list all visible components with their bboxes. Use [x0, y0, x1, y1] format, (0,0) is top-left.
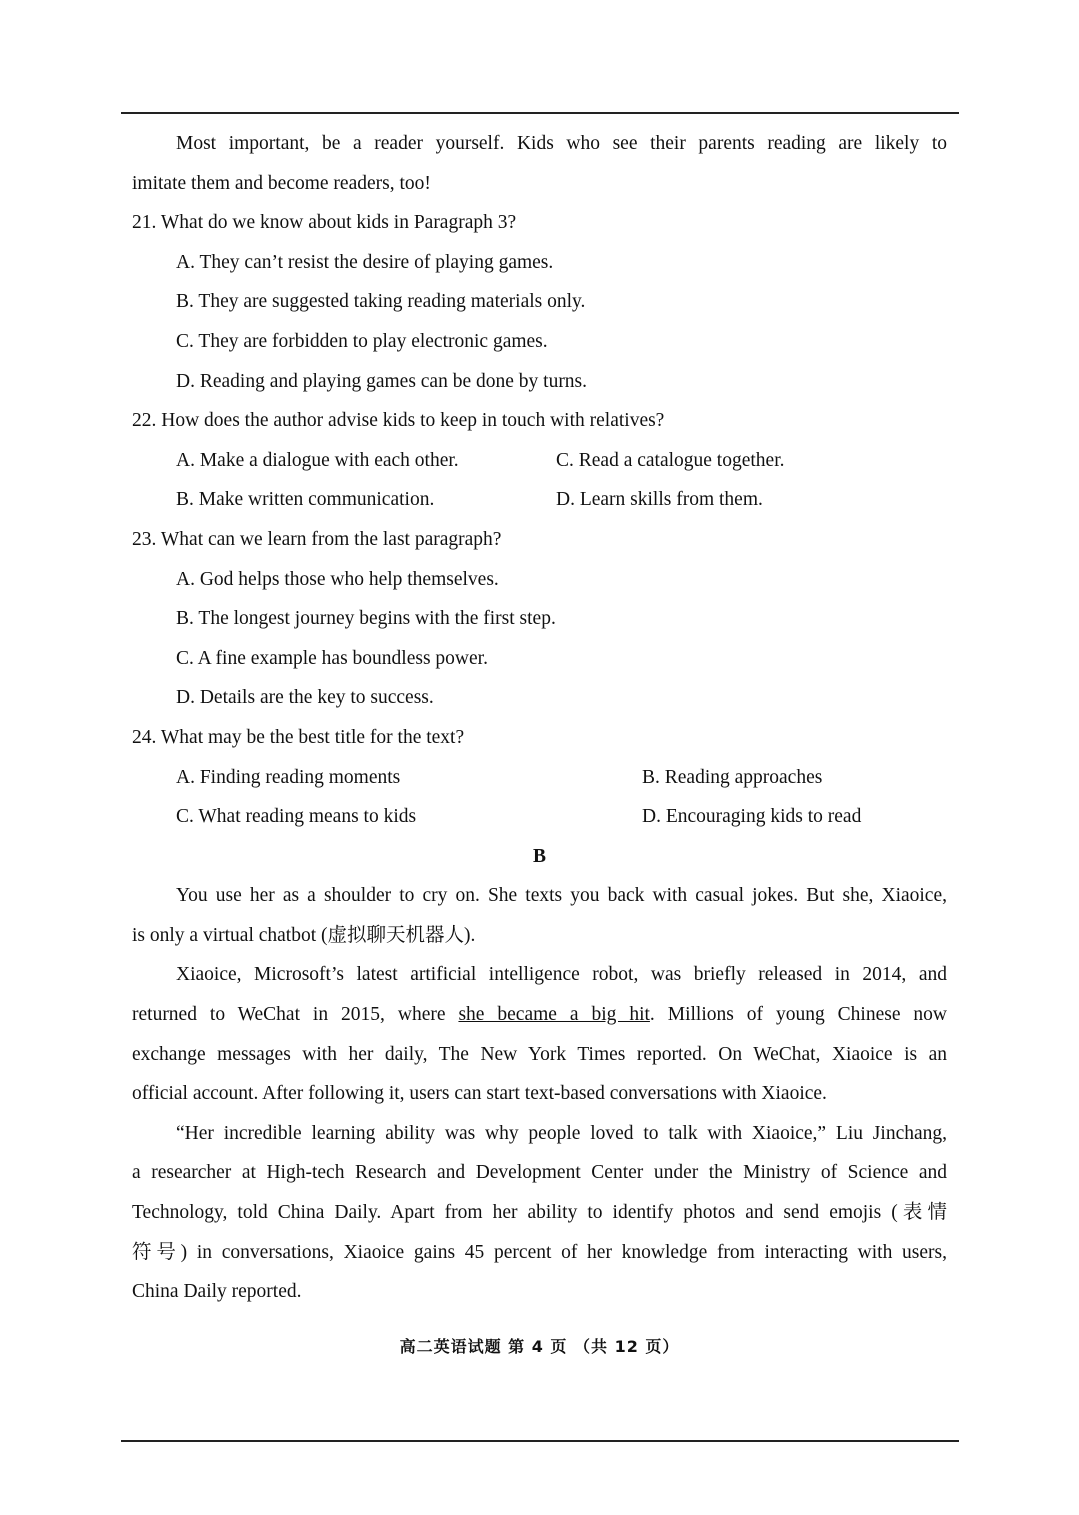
underlined-phrase: she became a big hit — [458, 1004, 650, 1026]
option-24-b: B. Reading approaches — [642, 766, 823, 788]
option-row — [132, 441, 947, 481]
option-23-a: A. God helps those who help themselves. — [176, 568, 499, 590]
paragraph-line: “Her incredible learning ability was why people loved to talk with Xiaoice,” Liu Jinchang, — [176, 1122, 947, 1144]
paragraph-line: Xiaoice, Microsoft’s latest artificial intelligence robot, was briefly released in 2014, and — [176, 964, 947, 986]
question-24-stem: 24. What may be the best title for the text? — [132, 726, 465, 748]
paragraph-line: Most important, be a reader yourself. Kids who see their parents reading are likely to — [176, 133, 947, 154]
paragraph-line: is only a virtual chatbot (虚拟聊天机器人). — [132, 924, 476, 946]
option-22-b: B. Make written communication. — [176, 489, 435, 511]
paragraph-line: a researcher at High-tech Research and Development Center under the Ministry of Science and — [132, 1162, 947, 1184]
paragraph-line: exchange messages with her daily, The New York Times reported. On WeChat, Xiaoice is an — [132, 1043, 947, 1065]
paragraph-line: Technology, told China Daily. Apart from her ability to identify photos and send emojis (表情 — [132, 1202, 947, 1224]
paragraph-line: 符号) in conversations, Xiaoice gains 45 percent of her knowledge from interacting with users, — [132, 1241, 947, 1263]
option-21-c: C. They are forbidden to play electronic games. — [176, 330, 548, 352]
option-row — [132, 797, 947, 837]
option-row — [132, 758, 947, 798]
text-segment: . Millions of young Chinese now — [649, 1004, 948, 1026]
top-rule — [121, 112, 959, 114]
text-segment: returned to WeChat in 2015, where — [132, 1004, 446, 1026]
option-24-c: C. What reading means to kids — [176, 806, 417, 828]
option-23-b: B. The longest journey begins with the first step. — [176, 608, 556, 630]
paragraph-line: imitate them and become readers, too! — [132, 172, 431, 194]
option-21-b: B. They are suggested taking reading materials only. — [176, 291, 586, 313]
option-22-a: A. Make a dialogue with each other. — [176, 449, 459, 471]
option-24-d: D. Encouraging kids to read — [642, 806, 862, 828]
paragraph-line — [132, 995, 947, 1035]
option-21-d: D. Reading and playing games can be done by turns. — [176, 370, 588, 392]
question-23-stem: 23. What can we learn from the last paragraph? — [132, 528, 502, 550]
paragraph-line: official account. After following it, users can start text-based conversations with Xiaoice. — [132, 1083, 827, 1105]
bottom-rule — [121, 1440, 959, 1442]
option-22-c: C. Read a catalogue together. — [556, 449, 785, 471]
section-heading: B — [532, 845, 546, 867]
question-21-stem: 21. What do we know about kids in Paragraph 3? — [132, 212, 517, 234]
paragraph-line: You use her as a shoulder to cry on. She texts you back with casual jokes. But she, Xiaoice, — [176, 885, 947, 907]
paragraph-line: China Daily reported. — [132, 1281, 302, 1303]
option-23-d: D. Details are the key to success. — [176, 687, 434, 709]
option-row — [132, 480, 947, 520]
option-21-a: A. They can’t resist the desire of playing games. — [176, 251, 554, 273]
exam-page — [132, 124, 947, 1312]
question-22-stem: 22. How does the author advise kids to keep in touch with relatives? — [132, 410, 665, 432]
page-footer: 高二英语试题 第 4 页 （共 12 页） — [399, 1337, 680, 1356]
option-23-c: C. A fine example has boundless power. — [176, 647, 488, 669]
option-22-d: D. Learn skills from them. — [556, 489, 763, 511]
option-24-a: A. Finding reading moments — [176, 766, 401, 788]
